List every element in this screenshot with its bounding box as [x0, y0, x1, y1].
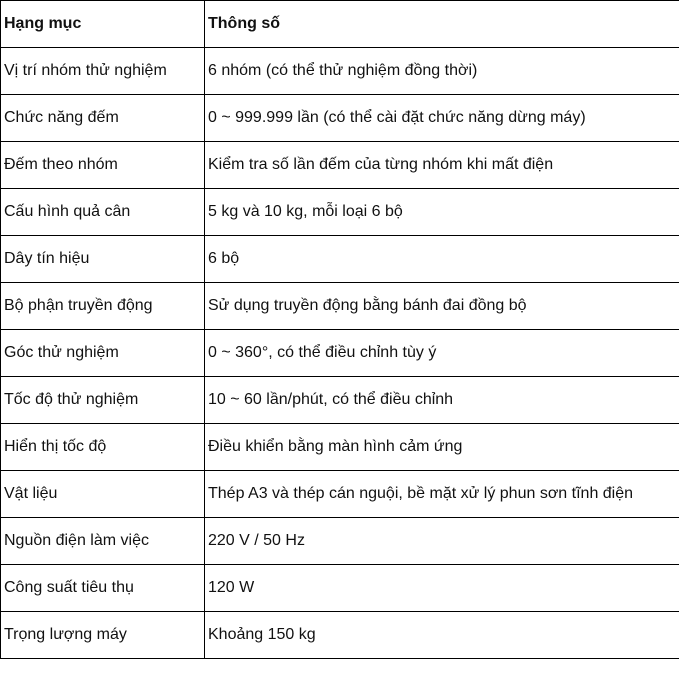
row-label: Hiển thị tốc độ [1, 424, 205, 471]
row-label: Cấu hình quả cân [1, 189, 205, 236]
row-label: Vật liệu [1, 471, 205, 518]
table-row [1, 424, 679, 471]
row-label: Đếm theo nhóm [1, 142, 205, 189]
row-value: Thép A3 và thép cán nguội, bề mặt xử lý phun sơn tĩnh điện [205, 471, 679, 518]
row-label: Vị trí nhóm thử nghiệm [1, 48, 205, 95]
row-value: Kiểm tra số lần đếm của từng nhóm khi mất điện [205, 142, 679, 189]
row-value: 10 ~ 60 lần/phút, có thể điều chỉnh [205, 377, 679, 424]
row-label: Góc thử nghiệm [1, 330, 205, 377]
row-value: Điều khiển bằng màn hình cảm ứng [205, 424, 679, 471]
row-label: Tốc độ thử nghiệm [1, 377, 205, 424]
table-row [1, 377, 679, 424]
table-row [1, 518, 679, 565]
row-label: Dây tín hiệu [1, 236, 205, 283]
row-value: 6 nhóm (có thể thử nghiệm đồng thời) [205, 48, 679, 95]
table-row [1, 236, 679, 283]
table-row [1, 48, 679, 95]
row-label: Bộ phận truyền động [1, 283, 205, 330]
column-header-spec: Thông số [205, 1, 679, 48]
row-value: Sử dụng truyền động bằng bánh đai đồng bộ [205, 283, 679, 330]
table-row [1, 471, 679, 518]
table-row [1, 565, 679, 612]
table-row [1, 330, 679, 377]
table-row [1, 189, 679, 236]
row-value: 0 ~ 999.999 lần (có thể cài đặt chức năng dừng máy) [205, 95, 679, 142]
row-value: 5 kg và 10 kg, mỗi loại 6 bộ [205, 189, 679, 236]
row-value: 220 V / 50 Hz [205, 518, 679, 565]
column-header-item: Hạng mục [1, 1, 205, 48]
table-row [1, 95, 679, 142]
table-row [1, 283, 679, 330]
row-label: Trọng lượng máy [1, 612, 205, 659]
row-value: 6 bộ [205, 236, 679, 283]
table-row [1, 142, 679, 189]
row-value: Khoảng 150 kg [205, 612, 679, 659]
table-header-row [1, 1, 679, 48]
row-value: 120 W [205, 565, 679, 612]
row-label: Công suất tiêu thụ [1, 565, 205, 612]
row-label: Chức năng đếm [1, 95, 205, 142]
row-value: 0 ~ 360°, có thể điều chỉnh tùy ý [205, 330, 679, 377]
table-row [1, 612, 679, 659]
row-label: Nguồn điện làm việc [1, 518, 205, 565]
